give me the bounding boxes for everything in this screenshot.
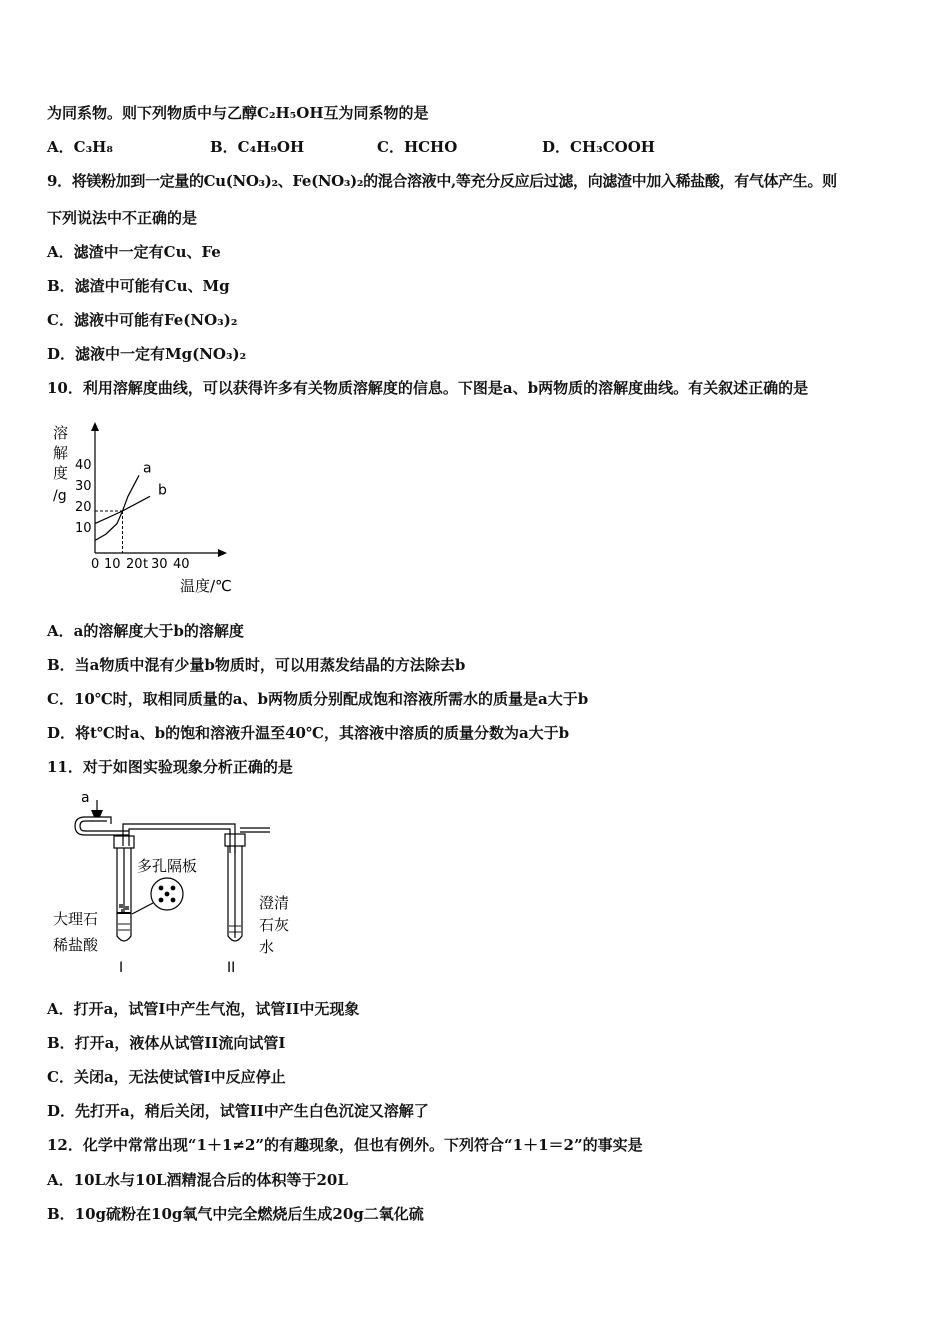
- curve-label-b: b: [158, 482, 167, 499]
- y-tick-10: 10: [75, 521, 92, 536]
- limewater-label-2: 石灰: [259, 916, 290, 934]
- tube1-label: I: [119, 960, 124, 976]
- q9-option-b: B．滤渣中可能有Cu、Mg: [47, 277, 230, 295]
- valve-icon: [91, 810, 103, 817]
- xlabel: 温度/℃: [180, 577, 232, 595]
- inlet-tube: [75, 817, 129, 835]
- marble-chunk-2: [125, 906, 129, 910]
- limewater-label-1: 澄清: [259, 894, 290, 912]
- apparatus-figure: [45, 788, 305, 980]
- q11-option-d: D．先打开a，稍后关闭，试管II中产生白色沉淀又溶解了: [47, 1102, 429, 1120]
- x-tick-20: 20: [126, 557, 143, 572]
- q11-option-a: A．打开a，试管I中产生气泡，试管II中无现象: [47, 1000, 360, 1018]
- q10-option-c: C．10℃时，取相同质量的a、b两物质分别配成饱和溶液所需水的质量是a大于b: [47, 690, 589, 708]
- delivery-tube-inner: [129, 829, 230, 853]
- q9-stem-line1: 9．将镁粉加到一定量的Cu(NO₃)₂、Fe(NO₃)₂的混合溶液中,等充分反应后过滤，向滤渣中加入稀盐酸，有气体产生。则: [47, 172, 837, 190]
- limewater-label-3: 水: [259, 938, 275, 956]
- porous-plate-label: 多孔隔板: [137, 857, 198, 875]
- q11-option-c: C．关闭a，无法使试管I中反应停止: [47, 1068, 286, 1086]
- tube2-label: II: [227, 960, 236, 976]
- q8-option-b: B．C₄H₉OH: [210, 138, 305, 156]
- q8-option-c: C．HCHO: [377, 138, 458, 156]
- marble-chunk-1: [119, 904, 123, 908]
- q8-stem: 为同系物。则下列物质中与乙醇C₂H₅OH互为同系物的是: [47, 104, 429, 122]
- q9-option-d: D．滤液中一定有Mg(NO₃)₂: [47, 345, 247, 363]
- x-axis-arrow: [218, 549, 227, 557]
- acid-label: 稀盐酸: [53, 936, 99, 954]
- q10-option-a: A．a的溶解度大于b的溶解度: [47, 622, 244, 640]
- ylabel-char-2: 解: [53, 444, 69, 462]
- plate-hole-2: [171, 886, 176, 891]
- q9-option-c: C．滤液中可能有Fe(NO₃)₂: [47, 311, 238, 329]
- inlet-tube-inner: [80, 821, 129, 831]
- magnifier-pointer: [132, 903, 153, 914]
- x-tick-t: t: [143, 557, 149, 572]
- ylabel-char-4: /g: [53, 488, 67, 504]
- x-tick-30: 30: [151, 557, 168, 572]
- q9-option-a: A．滤渣中一定有Cu、Fe: [47, 243, 221, 261]
- x-tick-40: 40: [173, 557, 190, 572]
- y-tick-20: 20: [75, 500, 92, 515]
- plate-hole-5: [171, 898, 176, 903]
- x-tick-10: 10: [104, 557, 121, 572]
- ylabel-char-1: 溶: [53, 424, 69, 442]
- curve-label-a: a: [143, 460, 152, 477]
- q8-option-d: D．CH₃COOH: [542, 138, 655, 156]
- q11-option-b: B．打开a，液体从试管II流向试管I: [47, 1034, 286, 1052]
- solubility-chart: [45, 418, 245, 600]
- y-tick-40: 40: [75, 458, 92, 473]
- q11-stem: 11．对于如图实验现象分析正确的是: [47, 758, 293, 776]
- plate-hole-4: [159, 898, 164, 903]
- curve-a: [95, 475, 139, 540]
- q10-option-b: B．当a物质中混有少量b物质时，可以用蒸发结晶的方法除去b: [47, 656, 466, 674]
- ylabel-char-3: 度: [53, 464, 69, 482]
- plate-hole-3: [165, 892, 170, 897]
- marble-chunk-3: [121, 909, 124, 912]
- q10-option-d: D．将t℃时a、b的饱和溶液升温至40℃，其溶液中溶质的质量分数为a大于b: [47, 724, 570, 742]
- q12-option-a: A．10L水与10L酒精混合后的体积等于20L: [47, 1171, 348, 1189]
- q9-stem-line2: 下列说法中不正确的是: [47, 209, 198, 227]
- y-axis-arrow: [91, 422, 99, 431]
- y-tick-30: 30: [75, 479, 92, 494]
- marble-label: 大理石: [53, 910, 99, 928]
- q10-stem: 10．利用溶解度曲线，可以获得许多有关物质溶解度的信息。下图是a、b两物质的溶解度曲线。有关叙述正确的是: [47, 379, 809, 397]
- tube1-stopper: [114, 836, 134, 848]
- valve-label: a: [81, 790, 90, 806]
- plate-hole-1: [159, 886, 164, 891]
- q8-option-a: A．C₃H₈: [47, 138, 113, 156]
- x-tick-0: 0: [91, 557, 100, 572]
- q12-option-b: B．10g硫粉在10g氧气中完全燃烧后生成20g二氧化硫: [47, 1205, 424, 1223]
- delivery-tube: [123, 824, 235, 853]
- q12-stem: 12．化学中常常出现“1＋1≠2”的有趣现象，但也有例外。下列符合“1＋1＝2”的事实是: [47, 1136, 643, 1154]
